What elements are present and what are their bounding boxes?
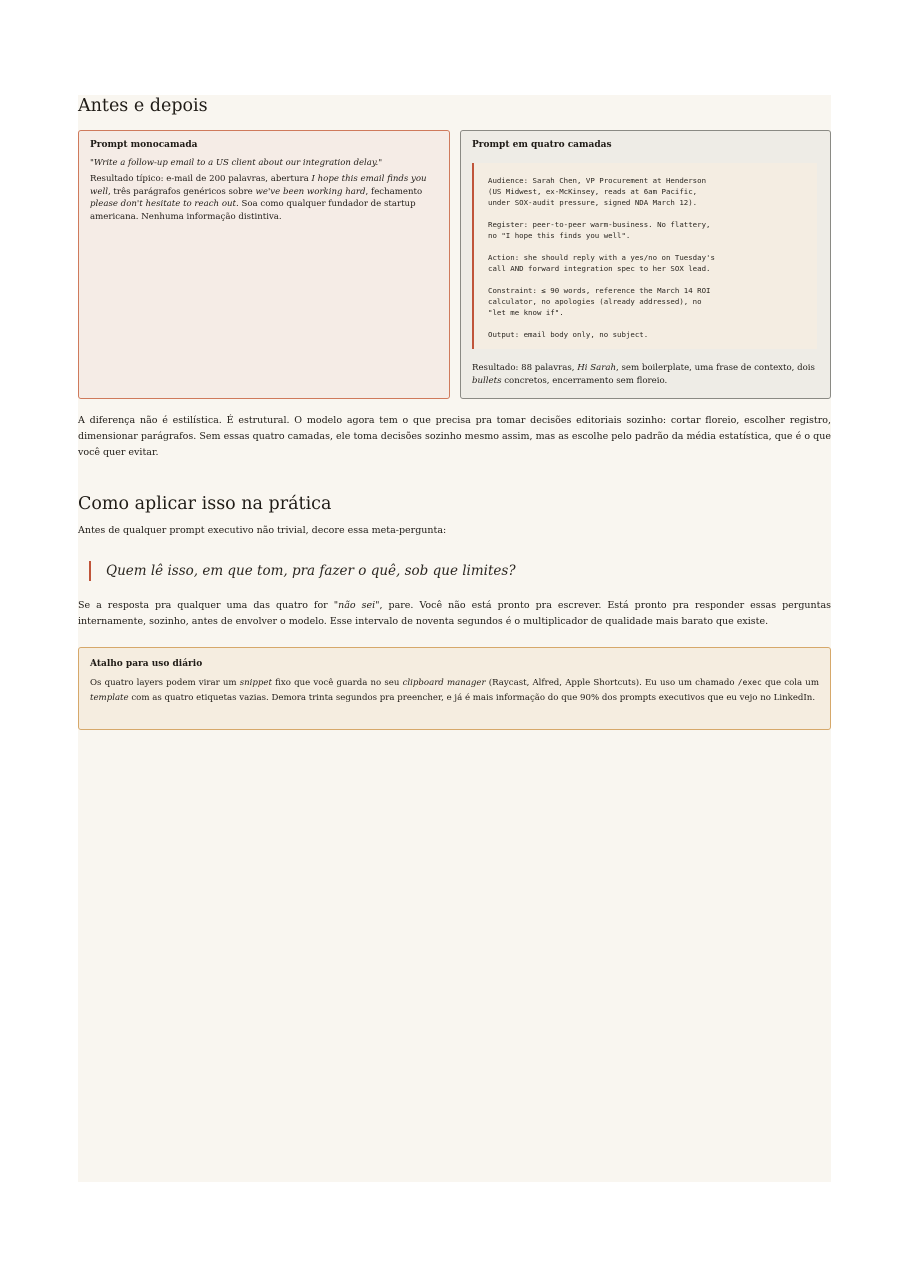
text-run: (Raycast, Alfred, Apple Shortcuts). Eu uso um chamado xyxy=(485,678,738,688)
callout-title: Atalho para uso diário xyxy=(90,659,203,669)
card-title: Prompt em quatro camadas xyxy=(472,140,612,150)
document-page xyxy=(78,95,831,1182)
text-run: , três parágrafos genéricos sobre xyxy=(107,186,256,197)
four-layer-prompt-card xyxy=(460,130,831,399)
single-layer-result-text xyxy=(90,173,438,224)
section-title-before-after: Antes e depois xyxy=(78,96,208,116)
card-title: Prompt monocamada xyxy=(90,140,198,150)
intro-paragraph: Antes de qualquer prompt executivo não trivial, decore essa meta-pergunta: xyxy=(78,525,447,536)
text-run-italic: "não sei" xyxy=(333,600,380,611)
code-constraint: Constraint: ≤ 90 words, reference the March 14 ROI calculator, no apologies (already addressed), no "let me know if". xyxy=(488,286,711,317)
difference-paragraph: A diferença não é estilística. É estrutural. O modelo agora tem o que precisa pra tomar decisões editoriais sozinho: cortar floreio, escolher registro, dimensionar parágrafos. Sem essas quatro camadas, ele toma decisões sozinho mesmo assim, mas as escolhe pelo padrão da média estatística, que é o que você quer evitar. xyxy=(78,415,831,458)
text-run: , fechamento xyxy=(365,186,423,197)
text-run: , pare. Você não está pronto pra escrever. Está pronto pra responder essas perguntas internamente, sozinho, antes de envolver o modelo. Esse intervalo de noventa segundos é o multiplicador de qualidade mais barato que existe. xyxy=(78,600,831,627)
text-run: . Soa como qualquer fundador de startup americana. Nenhuma informação distintiva. xyxy=(90,199,416,223)
text-run: Resultado típico: e-mail de 200 palavras, abertura xyxy=(90,174,312,184)
code-output: Output: email body only, no subject. xyxy=(488,330,649,339)
daily-shortcut-callout xyxy=(78,647,831,730)
text-run-italic: clipboard manager xyxy=(402,678,486,688)
single-layer-prompt-quote: "Write a follow-up email to a US client about our integration delay." xyxy=(90,158,383,168)
text-run-italic: please don't hesitate to reach out xyxy=(90,199,236,210)
text-run: Resultado: 88 palavras, xyxy=(472,363,578,373)
code-audience: Audience: Sarah Chen, VP Procurement at Henderson (US Midwest, ex-McKinsey, reads at 6am Pacific, under SOX-audit pressure, signed NDA March 12). xyxy=(488,176,707,207)
text-run: fixo que você guarda no seu xyxy=(271,678,403,688)
section-title-how-to-apply: Como aplicar isso na prática xyxy=(78,494,332,514)
inline-code: /exec xyxy=(737,678,762,687)
prompt-code-block xyxy=(472,163,817,349)
text-run-italic: Hi Sarah xyxy=(577,363,617,373)
text-run-italic: I hope this email finds you well xyxy=(90,174,427,197)
text-run: com as quatro etiquetas vazias. Demora trinta segundos pra preencher, e já é mais informação do que 90% dos prompts executivos que eu vejo no LinkedIn. xyxy=(128,693,816,703)
text-run: que cola um xyxy=(761,678,819,688)
single-layer-prompt-card xyxy=(78,130,450,399)
text-run: Se a resposta pra qualquer uma das quatro for xyxy=(78,600,334,611)
answer-paragraph xyxy=(78,598,831,630)
text-run-italic: we've been working hard xyxy=(255,186,366,197)
four-layer-result-text xyxy=(472,362,820,388)
meta-question-quote: Quem lê isso, em que tom, pra fazer o quê, sob que limites? xyxy=(89,561,516,581)
text-run-italic: template xyxy=(90,693,129,703)
text-run-italic: bullets xyxy=(472,376,502,386)
callout-text xyxy=(90,675,819,706)
code-register: Register: peer-to-peer warm-business. No flattery, no "I hope this finds you well". xyxy=(488,220,711,240)
text-run-italic: snippet xyxy=(239,678,272,688)
text-run: Os quatro layers podem virar um xyxy=(90,678,240,688)
text-run: , sem boilerplate, uma frase de contexto, dois xyxy=(616,363,815,373)
text-run: concretos, encerramento sem floreio. xyxy=(501,376,668,386)
code-action: Action: she should reply with a yes/no on Tuesday's call AND forward integration spec to her SOX lead. xyxy=(488,253,715,273)
